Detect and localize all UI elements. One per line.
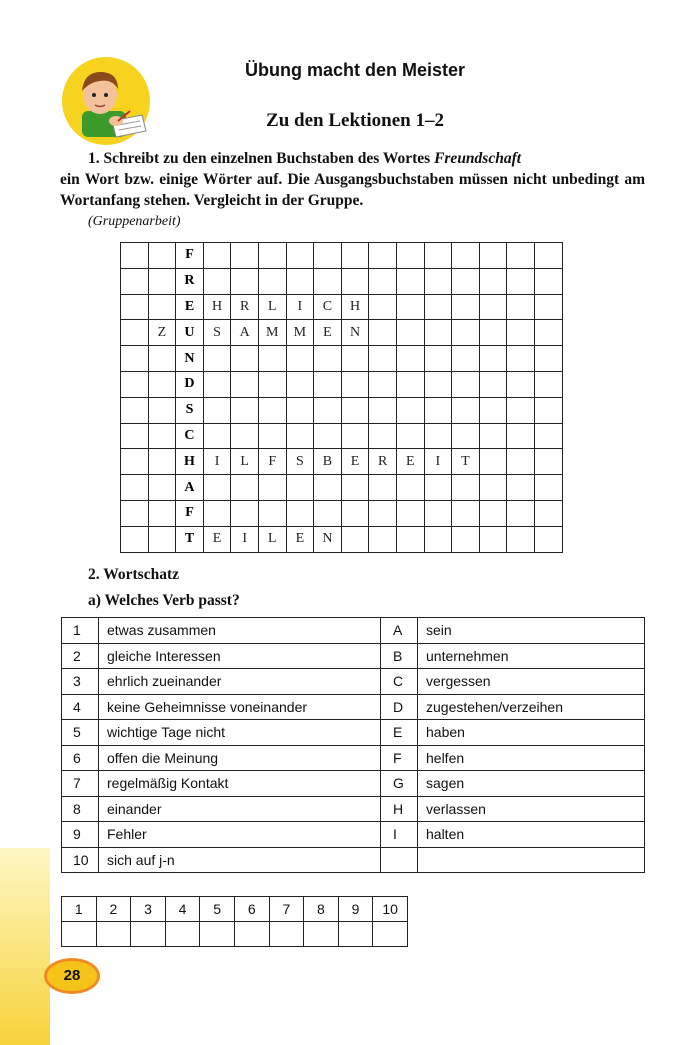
answer-number: 7 — [269, 897, 304, 922]
grid-row — [121, 371, 563, 397]
grid-cell[interactable]: I — [231, 526, 259, 552]
grid-cell[interactable] — [424, 268, 452, 294]
grid-cell[interactable] — [534, 397, 562, 423]
grid-cell[interactable]: A — [176, 475, 204, 501]
phrase-cell: ehrlich zueinander — [99, 669, 381, 695]
grid-cell[interactable] — [121, 526, 149, 552]
task1-text: 1. Schreibt zu den einzelnen Buchstaben des Wortes — [88, 150, 435, 167]
grid-cell[interactable] — [148, 526, 176, 552]
grid-cell[interactable] — [231, 397, 259, 423]
answer-cell[interactable] — [165, 922, 200, 947]
grid-cell[interactable] — [203, 371, 231, 397]
grid-cell[interactable] — [396, 346, 424, 372]
grid-cell[interactable]: T — [176, 526, 204, 552]
grid-cell[interactable] — [452, 500, 480, 526]
grid-cell[interactable] — [341, 500, 369, 526]
grid-cell[interactable] — [231, 423, 259, 449]
grid-cell[interactable] — [534, 268, 562, 294]
letter-cell: A — [381, 618, 418, 644]
row-number: 10 — [62, 847, 99, 873]
grid-cell[interactable] — [231, 500, 259, 526]
grid-cell[interactable] — [534, 371, 562, 397]
grid-cell[interactable] — [258, 371, 286, 397]
grid-cell[interactable] — [121, 294, 149, 320]
table-row — [62, 669, 645, 695]
verb-matching-table — [61, 617, 645, 873]
row-number: 3 — [62, 669, 99, 695]
grid-cell[interactable] — [452, 526, 480, 552]
grid-row — [121, 346, 563, 372]
grid-cell[interactable] — [507, 526, 535, 552]
task1-keyword: Freundschaft — [434, 150, 522, 167]
grid-cell[interactable] — [148, 243, 176, 269]
grid-row — [121, 294, 563, 320]
answer-cell[interactable] — [338, 922, 373, 947]
page-edge-decoration — [0, 848, 50, 1045]
grid-cell[interactable]: L — [258, 294, 286, 320]
grid-cell[interactable]: M — [258, 320, 286, 346]
grid-cell[interactable] — [479, 320, 507, 346]
table-row — [62, 822, 645, 848]
grid-cell[interactable] — [231, 243, 259, 269]
grid-cell[interactable] — [148, 500, 176, 526]
grid-cell[interactable] — [121, 268, 149, 294]
grid-cell[interactable]: R — [176, 268, 204, 294]
table-row — [62, 745, 645, 771]
grid-cell[interactable] — [314, 371, 342, 397]
grid-cell[interactable] — [341, 475, 369, 501]
grid-cell[interactable] — [148, 475, 176, 501]
grid-cell[interactable] — [203, 475, 231, 501]
grid-cell[interactable] — [341, 346, 369, 372]
grid-cell[interactable] — [148, 449, 176, 475]
row-number: 4 — [62, 694, 99, 720]
letter-cell: I — [381, 822, 418, 848]
grid-cell[interactable] — [341, 397, 369, 423]
grid-cell[interactable] — [121, 371, 149, 397]
grid-cell[interactable] — [479, 294, 507, 320]
grid-cell[interactable] — [507, 268, 535, 294]
grid-cell[interactable]: H — [176, 449, 204, 475]
grid-cell[interactable] — [121, 449, 149, 475]
grid-cell[interactable] — [121, 346, 149, 372]
grid-cell[interactable] — [203, 243, 231, 269]
grid-row — [121, 397, 563, 423]
row-number: 7 — [62, 771, 99, 797]
grid-cell[interactable]: N — [341, 320, 369, 346]
grid-cell[interactable] — [479, 449, 507, 475]
verb-cell: verlassen — [418, 796, 645, 822]
letter-cell: D — [381, 694, 418, 720]
answer-header-row — [62, 897, 408, 922]
grid-cell[interactable] — [258, 243, 286, 269]
grid-cell[interactable] — [452, 268, 480, 294]
grid-cell[interactable] — [314, 500, 342, 526]
grid-row — [121, 320, 563, 346]
phrase-cell: regelmäßig Kontakt — [99, 771, 381, 797]
grid-cell[interactable] — [452, 423, 480, 449]
grid-cell[interactable] — [231, 268, 259, 294]
task2-heading: 2. Wortschatz — [88, 566, 179, 583]
answer-input-row — [62, 922, 408, 947]
grid-row — [121, 268, 563, 294]
grid-cell[interactable] — [258, 500, 286, 526]
answer-cell[interactable] — [62, 922, 97, 947]
phrase-cell: keine Geheimnisse voneinander — [99, 694, 381, 720]
grid-cell[interactable]: U — [176, 320, 204, 346]
table-row — [62, 847, 645, 873]
grid-cell[interactable] — [258, 475, 286, 501]
grid-cell[interactable] — [534, 346, 562, 372]
grid-cell[interactable] — [314, 397, 342, 423]
grid-cell[interactable] — [424, 397, 452, 423]
grid-cell[interactable]: S — [286, 449, 314, 475]
table-row — [62, 643, 645, 669]
grid-cell[interactable]: C — [176, 423, 204, 449]
task1-note: (Gruppenarbeit) — [88, 214, 181, 229]
letter-cell: B — [381, 643, 418, 669]
grid-cell[interactable] — [286, 475, 314, 501]
grid-cell[interactable] — [396, 423, 424, 449]
grid-cell[interactable] — [396, 243, 424, 269]
grid-cell[interactable] — [369, 243, 397, 269]
letter-cell: E — [381, 720, 418, 746]
grid-cell[interactable] — [424, 371, 452, 397]
answer-cell[interactable] — [131, 922, 166, 947]
grid-cell[interactable] — [534, 449, 562, 475]
word-puzzle-grid — [120, 242, 563, 553]
verb-cell: haben — [418, 720, 645, 746]
grid-cell[interactable] — [507, 294, 535, 320]
grid-cell[interactable] — [286, 371, 314, 397]
grid-cell[interactable] — [121, 500, 149, 526]
grid-cell[interactable] — [121, 397, 149, 423]
grid-cell[interactable] — [231, 475, 259, 501]
phrase-cell: offen die Meinung — [99, 745, 381, 771]
answer-cell[interactable] — [96, 922, 131, 947]
grid-cell[interactable]: N — [314, 526, 342, 552]
grid-cell[interactable] — [534, 320, 562, 346]
verb-cell: sagen — [418, 771, 645, 797]
grid-cell[interactable] — [369, 526, 397, 552]
grid-cell[interactable] — [534, 526, 562, 552]
grid-cell[interactable] — [121, 243, 149, 269]
grid-cell[interactable]: I — [286, 294, 314, 320]
grid-cell[interactable] — [341, 423, 369, 449]
grid-cell[interactable] — [203, 346, 231, 372]
grid-cell[interactable] — [507, 346, 535, 372]
grid-cell[interactable] — [424, 500, 452, 526]
grid-row — [121, 500, 563, 526]
grid-cell[interactable] — [424, 475, 452, 501]
grid-cell[interactable] — [396, 500, 424, 526]
answer-number: 4 — [165, 897, 200, 922]
letter-cell: G — [381, 771, 418, 797]
answer-number: 6 — [234, 897, 269, 922]
grid-cell[interactable] — [369, 423, 397, 449]
grid-cell[interactable]: F — [258, 449, 286, 475]
verb-cell: halten — [418, 822, 645, 848]
grid-cell[interactable] — [396, 526, 424, 552]
grid-cell[interactable] — [424, 243, 452, 269]
grid-cell[interactable] — [452, 475, 480, 501]
grid-cell[interactable] — [121, 475, 149, 501]
grid-cell[interactable] — [148, 346, 176, 372]
answer-number: 5 — [200, 897, 235, 922]
grid-cell[interactable] — [203, 268, 231, 294]
grid-cell[interactable]: Z — [148, 320, 176, 346]
row-number: 1 — [62, 618, 99, 644]
grid-cell[interactable]: E — [314, 320, 342, 346]
answer-cell[interactable] — [373, 922, 408, 947]
grid-cell[interactable]: E — [286, 526, 314, 552]
grid-cell[interactable]: E — [203, 526, 231, 552]
task1-first-line — [60, 148, 645, 169]
row-number: 2 — [62, 643, 99, 669]
answer-number: 1 — [62, 897, 97, 922]
grid-cell[interactable] — [121, 320, 149, 346]
grid-row — [121, 475, 563, 501]
grid-cell[interactable] — [341, 371, 369, 397]
grid-cell[interactable]: L — [231, 449, 259, 475]
grid-cell[interactable] — [479, 346, 507, 372]
answer-table — [61, 896, 408, 947]
grid-cell[interactable] — [286, 268, 314, 294]
grid-cell[interactable] — [314, 243, 342, 269]
answer-cell[interactable] — [269, 922, 304, 947]
grid-cell[interactable] — [479, 423, 507, 449]
grid-cell[interactable] — [148, 294, 176, 320]
grid-cell[interactable] — [369, 346, 397, 372]
table-row — [62, 618, 645, 644]
grid-cell[interactable] — [341, 268, 369, 294]
grid-cell[interactable] — [479, 268, 507, 294]
verb-cell: sein — [418, 618, 645, 644]
grid-cell[interactable] — [452, 346, 480, 372]
grid-row — [121, 243, 563, 269]
grid-row — [121, 526, 563, 552]
grid-cell[interactable] — [258, 268, 286, 294]
page-number: 28 — [44, 958, 100, 994]
grid-cell[interactable] — [286, 423, 314, 449]
letter-cell: F — [381, 745, 418, 771]
grid-cell[interactable]: S — [203, 320, 231, 346]
verb-cell: zugestehen/verzeihen — [418, 694, 645, 720]
grid-cell[interactable] — [507, 500, 535, 526]
verb-cell — [418, 847, 645, 873]
grid-cell[interactable] — [148, 268, 176, 294]
grid-cell[interactable] — [258, 423, 286, 449]
grid-cell[interactable] — [369, 294, 397, 320]
verb-cell: helfen — [418, 745, 645, 771]
grid-cell[interactable] — [396, 268, 424, 294]
grid-cell[interactable]: L — [258, 526, 286, 552]
answer-cell[interactable] — [200, 922, 235, 947]
verb-cell: vergessen — [418, 669, 645, 695]
grid-cell[interactable] — [452, 294, 480, 320]
grid-cell[interactable] — [396, 294, 424, 320]
grid-cell[interactable] — [479, 500, 507, 526]
grid-cell[interactable] — [314, 268, 342, 294]
grid-cell[interactable] — [369, 371, 397, 397]
grid-cell[interactable] — [507, 243, 535, 269]
phrase-cell: wichtige Tage nicht — [99, 720, 381, 746]
grid-cell[interactable]: I — [424, 449, 452, 475]
grid-cell[interactable] — [479, 397, 507, 423]
grid-cell[interactable] — [507, 397, 535, 423]
grid-cell[interactable] — [534, 500, 562, 526]
task1-instructions — [60, 148, 645, 211]
grid-cell[interactable]: E — [176, 294, 204, 320]
row-number: 6 — [62, 745, 99, 771]
answer-number: 9 — [338, 897, 373, 922]
grid-cell[interactable] — [396, 397, 424, 423]
grid-cell[interactable]: D — [176, 371, 204, 397]
grid-cell[interactable] — [424, 346, 452, 372]
grid-cell[interactable] — [479, 371, 507, 397]
letter-cell — [381, 847, 418, 873]
grid-cell[interactable] — [534, 243, 562, 269]
grid-cell[interactable] — [148, 423, 176, 449]
grid-cell[interactable] — [258, 346, 286, 372]
grid-cell[interactable] — [286, 500, 314, 526]
grid-cell[interactable] — [203, 500, 231, 526]
grid-cell[interactable]: R — [369, 449, 397, 475]
grid-cell[interactable]: M — [286, 320, 314, 346]
row-number: 9 — [62, 822, 99, 848]
phrase-cell: Fehler — [99, 822, 381, 848]
grid-cell[interactable]: S — [176, 397, 204, 423]
grid-cell[interactable] — [314, 346, 342, 372]
grid-cell[interactable] — [507, 371, 535, 397]
grid-cell[interactable]: E — [341, 449, 369, 475]
table-row — [62, 796, 645, 822]
grid-cell[interactable]: T — [452, 449, 480, 475]
phrase-cell: etwas zusammen — [99, 618, 381, 644]
grid-cell[interactable] — [424, 423, 452, 449]
grid-cell[interactable]: R — [231, 294, 259, 320]
grid-cell[interactable] — [148, 371, 176, 397]
grid-cell[interactable] — [507, 320, 535, 346]
grid-cell[interactable]: E — [396, 449, 424, 475]
grid-cell[interactable]: I — [203, 449, 231, 475]
grid-cell[interactable] — [534, 423, 562, 449]
grid-cell[interactable]: C — [314, 294, 342, 320]
phrase-cell: einander — [99, 796, 381, 822]
grid-cell[interactable] — [452, 320, 480, 346]
grid-cell[interactable] — [507, 449, 535, 475]
grid-cell[interactable]: N — [176, 346, 204, 372]
grid-cell[interactable] — [396, 475, 424, 501]
grid-cell[interactable] — [369, 500, 397, 526]
task2-subheading: a) Welches Verb passt? — [88, 592, 240, 609]
grid-row — [121, 423, 563, 449]
grid-cell[interactable] — [203, 423, 231, 449]
grid-cell[interactable] — [396, 371, 424, 397]
table-row — [62, 720, 645, 746]
grid-cell[interactable] — [341, 526, 369, 552]
table-row — [62, 771, 645, 797]
grid-cell[interactable] — [369, 268, 397, 294]
grid-cell[interactable] — [452, 397, 480, 423]
grid-cell[interactable] — [369, 475, 397, 501]
grid-cell[interactable]: B — [314, 449, 342, 475]
grid-cell[interactable] — [341, 243, 369, 269]
grid-cell[interactable] — [286, 397, 314, 423]
grid-cell[interactable] — [203, 397, 231, 423]
grid-cell[interactable] — [231, 371, 259, 397]
phrase-cell: gleiche Interessen — [99, 643, 381, 669]
grid-cell[interactable] — [424, 320, 452, 346]
grid-cell[interactable] — [424, 526, 452, 552]
grid-cell[interactable] — [286, 243, 314, 269]
grid-cell[interactable] — [369, 320, 397, 346]
grid-cell[interactable] — [231, 346, 259, 372]
grid-cell[interactable]: A — [231, 320, 259, 346]
grid-cell[interactable] — [507, 423, 535, 449]
page-subtitle: Zu den Lektionen 1–2 — [266, 110, 444, 131]
grid-cell[interactable] — [507, 475, 535, 501]
grid-cell[interactable] — [258, 397, 286, 423]
answer-number: 3 — [131, 897, 166, 922]
grid-cell[interactable] — [452, 371, 480, 397]
answer-number: 2 — [96, 897, 131, 922]
grid-cell[interactable] — [314, 423, 342, 449]
answer-cell[interactable] — [234, 922, 269, 947]
student-writing-icon — [60, 55, 152, 147]
letter-cell: H — [381, 796, 418, 822]
grid-cell[interactable] — [314, 475, 342, 501]
grid-cell[interactable] — [121, 423, 149, 449]
row-number: 5 — [62, 720, 99, 746]
grid-cell[interactable]: F — [176, 243, 204, 269]
grid-cell[interactable] — [369, 397, 397, 423]
grid-cell[interactable] — [452, 243, 480, 269]
verb-cell: unternehmen — [418, 643, 645, 669]
page-title: Übung macht den Meister — [244, 60, 466, 80]
row-number: 8 — [62, 796, 99, 822]
letter-cell: C — [381, 669, 418, 695]
grid-cell[interactable]: F — [176, 500, 204, 526]
grid-cell[interactable] — [534, 294, 562, 320]
phrase-cell: sich auf j-n — [99, 847, 381, 873]
grid-cell[interactable] — [286, 346, 314, 372]
grid-cell[interactable] — [479, 475, 507, 501]
answer-cell[interactable] — [304, 922, 339, 947]
grid-cell[interactable] — [148, 397, 176, 423]
grid-cell[interactable]: H — [203, 294, 231, 320]
grid-cell[interactable] — [479, 526, 507, 552]
grid-cell[interactable] — [479, 243, 507, 269]
grid-cell[interactable] — [534, 475, 562, 501]
grid-cell[interactable] — [396, 320, 424, 346]
answer-number: 8 — [304, 897, 339, 922]
grid-cell[interactable] — [424, 294, 452, 320]
task1-text-rest: ein Wort bzw. einige Wörter auf. Die Ausgangsbuchstaben müssen nicht unbedingt am Wortanfang stehen. Vergleicht in der Gruppe. — [60, 171, 645, 209]
grid-row — [121, 449, 563, 475]
answer-number: 10 — [373, 897, 408, 922]
table-row — [62, 694, 645, 720]
grid-cell[interactable]: H — [341, 294, 369, 320]
